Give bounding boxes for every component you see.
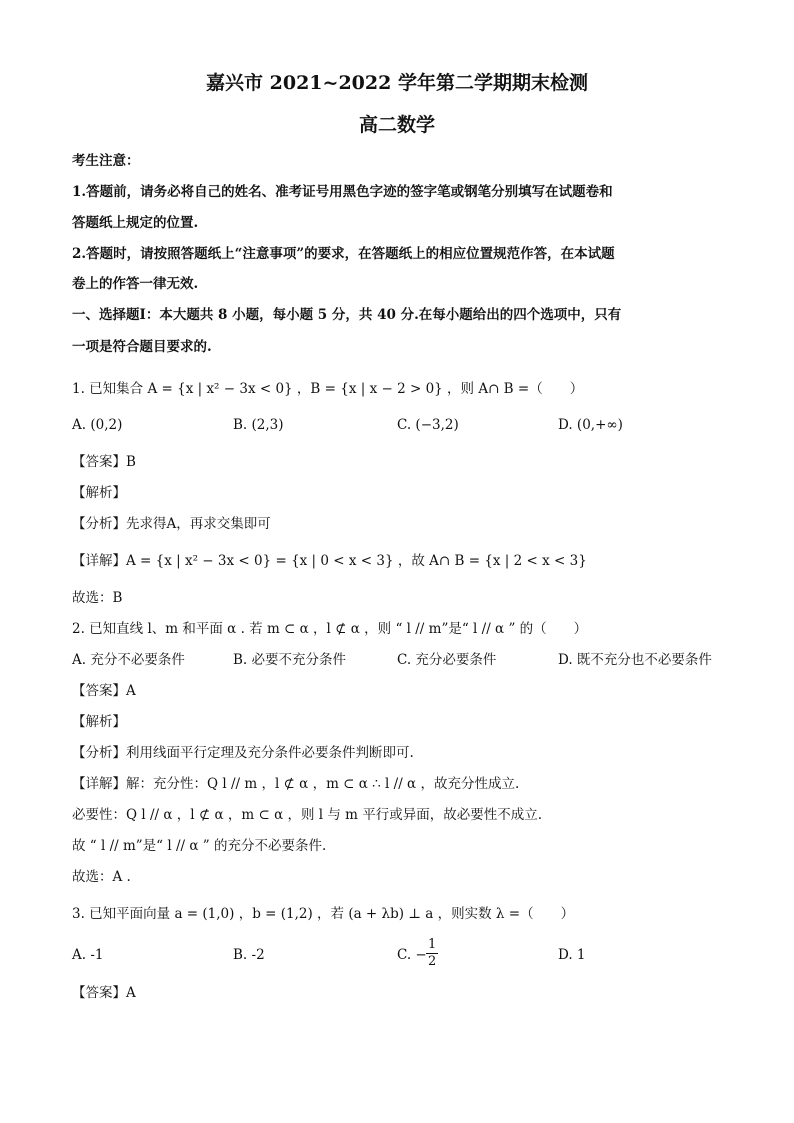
q3-option-d: D. 1 <box>558 947 586 963</box>
q2-analysis-label: 【解析】 <box>72 714 126 730</box>
q2-necessity: 必要性：Q l // α ，l ⊄ α ，m ⊂ α ，则 l 与 m 平行或异面，故必要性不成立. <box>72 807 543 823</box>
q3-option-a: A. -1 <box>72 947 104 963</box>
q1-fenxi: 【分析】先求得A，再求交集即可 <box>72 516 271 532</box>
q3-answer: 【答案】A <box>72 985 136 1001</box>
notice-heading: 考生注意： <box>72 153 140 169</box>
q1-option-c: C. (−3,2) <box>397 417 459 433</box>
q1-analysis-label: 【解析】 <box>72 485 126 501</box>
section-heading-line2: 一项是符合题目要求的. <box>72 339 212 355</box>
q2-answer: 【答案】A <box>72 683 136 699</box>
q1-stem: 1. 已知集合 A = {x | x² − 3x < 0} ，B = {x | x − 2 > 0} ，则 A∩ B =（ ） <box>72 381 584 397</box>
q2-option-a: A. 充分不必要条件 <box>72 652 185 668</box>
q1-option-b: B. (2,3) <box>233 417 284 433</box>
q2-detail: 【详解】解：充分性：Q l // m ，l ⊄ α ，m ⊂ α ∴ l // α ，故充分性成立. <box>72 776 520 792</box>
notice-item2-line1: 2.答题时，请按照答题纸上“注意事项”的要求，在答题纸上的相应位置规范作答，在本试题 <box>72 246 615 262</box>
q3-option-c-fraction <box>426 937 438 970</box>
q3-option-c: C. − <box>397 947 427 963</box>
q2-fenxi: 【分析】利用线面平行定理及充分条件必要条件判断即可. <box>72 745 414 761</box>
q3-stem: 3. 已知平面向量 a = (1,0) ，b = (1,2) ，若 (a + λb) ⊥ a ，则实数 λ =（ ） <box>72 906 575 922</box>
q1-detail: 【详解】A = {x | x² − 3x < 0} = {x | 0 < x < 3} ，故 A∩ B = {x | 2 < x < 3} <box>72 553 587 569</box>
q1-option-a: A. (0,2) <box>72 417 123 433</box>
notice-item1-line2: 答题纸上规定的位置. <box>72 215 199 231</box>
notice-item2-line2: 卷上的作答一律无效. <box>72 276 199 292</box>
q3-option-b: B. -2 <box>233 947 265 963</box>
q1-answer: 【答案】B <box>72 454 136 470</box>
fraction-denominator: 2 <box>428 954 437 969</box>
q2-option-b: B. 必要不充分条件 <box>233 652 347 668</box>
document-subtitle: 高二数学 <box>358 114 435 136</box>
fraction-numerator: 1 <box>428 937 437 952</box>
q1-option-d: D. (0,+∞) <box>558 417 623 433</box>
q2-stem: 2. 已知直线 l、m 和平面 α . 若 m ⊂ α ，l ⊄ α ，则 “ l // m”是“ l // α ” 的（ ） <box>72 621 588 637</box>
q2-summary: 故 “ l // m”是“ l // α ” 的充分不必要条件. <box>72 838 327 854</box>
q1-conclusion: 故选：B <box>72 590 123 606</box>
q2-option-d: D. 既不充分也不必要条件 <box>558 652 712 668</box>
document-title: 嘉兴市 2021~2022 学年第二学期期末检测 <box>206 72 588 94</box>
notice-item1-line1: 1.答题前，请务必将自己的姓名、准考证号用黑色字迹的签字笔或钢笔分别填写在试题卷和 <box>72 184 613 200</box>
q2-conclusion: 故选：A . <box>72 869 131 885</box>
section-heading-line1: 一、选择题Ⅰ：本大题共 8 小题，每小题 5 分，共 40 分.在每小题给出的四个选项中，只有 <box>72 307 622 323</box>
q2-option-c: C. 充分必要条件 <box>397 652 497 668</box>
